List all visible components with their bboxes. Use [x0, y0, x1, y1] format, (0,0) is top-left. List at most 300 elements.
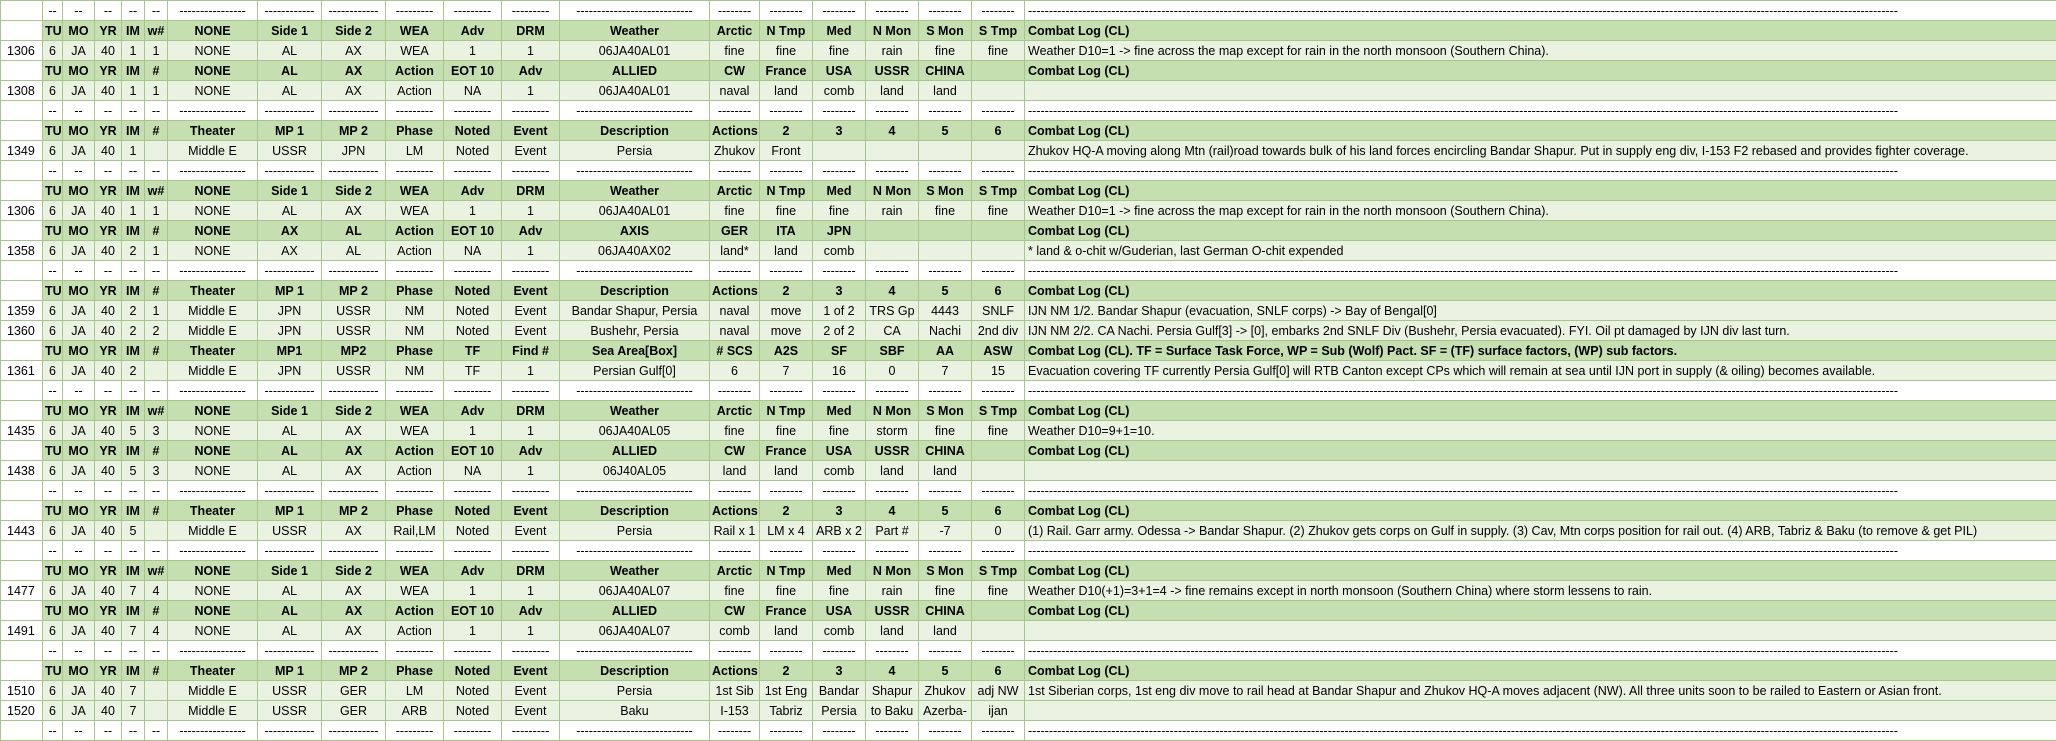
table-cell[interactable]: Actions [710, 281, 760, 301]
table-cell[interactable]: # SCS [710, 341, 760, 361]
table-cell[interactable]: YR [95, 21, 122, 41]
table-cell[interactable]: Theater [168, 661, 258, 681]
table-cell[interactable]: Adv [444, 181, 502, 201]
table-cell[interactable]: land [760, 81, 813, 101]
table-cell[interactable]: 40 [95, 321, 122, 341]
table-cell[interactable]: ---------------------------- [560, 1, 710, 21]
row-number-cell[interactable]: 1349 [1, 141, 43, 161]
table-cell[interactable]: ---------------------------- [560, 261, 710, 281]
table-cell[interactable]: GER [322, 701, 386, 721]
table-cell[interactable]: MP 2 [322, 281, 386, 301]
table-cell[interactable]: TRS Gp [866, 301, 919, 321]
table-cell[interactable]: JA [63, 321, 95, 341]
row-number-cell[interactable] [1, 541, 43, 561]
table-cell[interactable]: w# [145, 21, 168, 41]
table-cell[interactable]: 2 [122, 361, 145, 381]
table-cell[interactable]: move [760, 321, 813, 341]
table-cell[interactable]: -------- [972, 161, 1025, 181]
table-cell[interactable]: 06JA40AL07 [560, 581, 710, 601]
table-cell[interactable]: 6 [43, 141, 63, 161]
row-number-cell[interactable] [1, 561, 43, 581]
table-cell[interactable]: land [760, 621, 813, 641]
table-cell[interactable]: 40 [95, 681, 122, 701]
table-cell[interactable]: 1 [502, 241, 560, 261]
row-number-cell[interactable] [1, 261, 43, 281]
table-cell[interactable]: Med [813, 561, 866, 581]
table-cell[interactable]: ------------ [258, 261, 322, 281]
table-cell[interactable]: ---------------- [168, 101, 258, 121]
combat-log-cell[interactable]: ----------------------------------------------------------------------------------------------------------------------------------------------------------------------------------------------------------------- [1025, 161, 2056, 181]
table-cell[interactable]: -------- [760, 1, 813, 21]
combat-log-cell[interactable] [1025, 81, 2056, 101]
table-cell[interactable]: ------------ [258, 721, 322, 741]
table-cell[interactable]: IM [122, 401, 145, 421]
table-cell[interactable]: MP2 [322, 341, 386, 361]
table-cell[interactable]: 06J40AL05 [560, 461, 710, 481]
table-cell[interactable]: Noted [444, 701, 502, 721]
table-cell[interactable]: Phase [386, 341, 444, 361]
row-number-cell[interactable] [1, 441, 43, 461]
table-cell[interactable]: 2 [122, 301, 145, 321]
table-cell[interactable]: -------- [972, 641, 1025, 661]
row-number-cell[interactable] [1, 661, 43, 681]
table-cell[interactable]: 5 [919, 661, 972, 681]
table-cell[interactable]: 40 [95, 241, 122, 261]
table-cell[interactable] [972, 601, 1025, 621]
table-cell[interactable]: 1 [502, 421, 560, 441]
table-cell[interactable]: ---------------------------- [560, 721, 710, 741]
table-cell[interactable]: TF [444, 341, 502, 361]
table-cell[interactable]: -------- [972, 721, 1025, 741]
table-cell[interactable]: USA [813, 441, 866, 461]
table-cell[interactable]: YR [95, 61, 122, 81]
table-cell[interactable]: Middle E [168, 361, 258, 381]
row-number-cell[interactable] [1, 601, 43, 621]
table-cell[interactable]: Shapur [866, 681, 919, 701]
table-cell[interactable]: -------- [760, 381, 813, 401]
table-cell[interactable]: storm [866, 421, 919, 441]
combat-log-cell[interactable] [1025, 621, 2056, 641]
table-cell[interactable]: --------- [386, 101, 444, 121]
table-cell[interactable]: Persia [560, 521, 710, 541]
table-cell[interactable]: 3 [813, 501, 866, 521]
table-cell[interactable]: 7 [122, 581, 145, 601]
row-number-cell[interactable]: 1520 [1, 701, 43, 721]
table-cell[interactable]: 6 [43, 41, 63, 61]
table-cell[interactable]: France [760, 61, 813, 81]
table-cell[interactable]: Adv [444, 21, 502, 41]
table-cell[interactable]: NONE [168, 81, 258, 101]
table-cell[interactable]: rain [866, 581, 919, 601]
table-cell[interactable]: # [145, 341, 168, 361]
table-cell[interactable]: 1 [444, 201, 502, 221]
table-cell[interactable]: -- [95, 101, 122, 121]
table-cell[interactable]: NONE [168, 421, 258, 441]
table-cell[interactable]: -------- [866, 721, 919, 741]
table-cell[interactable]: Arctic [710, 561, 760, 581]
table-cell[interactable]: ------------ [258, 381, 322, 401]
table-cell[interactable]: Theater [168, 341, 258, 361]
table-cell[interactable]: -------- [710, 261, 760, 281]
table-cell[interactable]: TU [43, 501, 63, 521]
table-cell[interactable]: Event [502, 141, 560, 161]
table-cell[interactable]: -------- [972, 381, 1025, 401]
table-cell[interactable]: -------- [710, 161, 760, 181]
table-cell[interactable]: JPN [258, 321, 322, 341]
table-cell[interactable]: 3 [145, 421, 168, 441]
table-cell[interactable]: AL [258, 81, 322, 101]
table-cell[interactable]: ---------------- [168, 1, 258, 21]
table-cell[interactable]: Nachi [919, 321, 972, 341]
combat-log-cell[interactable]: Combat Log (CL) [1025, 181, 2056, 201]
table-cell[interactable]: -------- [919, 641, 972, 661]
table-cell[interactable]: NM [386, 321, 444, 341]
table-cell[interactable]: 6 [972, 661, 1025, 681]
table-cell[interactable]: --------- [444, 721, 502, 741]
table-cell[interactable]: Event [502, 661, 560, 681]
table-cell[interactable]: 1 [122, 81, 145, 101]
table-cell[interactable]: -------- [919, 541, 972, 561]
table-cell[interactable]: -- [43, 481, 63, 501]
table-cell[interactable]: Actions [710, 661, 760, 681]
table-cell[interactable]: Arctic [710, 21, 760, 41]
combat-log-cell[interactable]: Combat Log (CL) [1025, 121, 2056, 141]
table-cell[interactable]: ---------------- [168, 721, 258, 741]
table-cell[interactable]: AX [322, 421, 386, 441]
table-cell[interactable]: YR [95, 281, 122, 301]
table-cell[interactable]: AL [258, 201, 322, 221]
table-cell[interactable]: Action [386, 81, 444, 101]
table-cell[interactable]: ------------ [322, 641, 386, 661]
table-cell[interactable]: 2 [122, 241, 145, 261]
combat-log-cell[interactable]: (1) Rail. Garr army. Odessa -> Bandar Shapur. (2) Zhukov gets corps on Gulf in supply. (3) Cav, Mtn corps position for rail out. (4) ARB, Tabriz & Baku (to remove & get PIL) [1025, 521, 2056, 541]
table-cell[interactable]: IM [122, 281, 145, 301]
table-cell[interactable]: NONE [168, 61, 258, 81]
table-cell[interactable]: Action [386, 241, 444, 261]
row-number-cell[interactable] [1, 401, 43, 421]
row-number-cell[interactable]: 1438 [1, 461, 43, 481]
table-cell[interactable]: ------------ [322, 541, 386, 561]
table-cell[interactable]: Theater [168, 501, 258, 521]
table-cell[interactable]: NA [444, 461, 502, 481]
table-cell[interactable]: ------------ [322, 721, 386, 741]
table-cell[interactable]: AL [258, 621, 322, 641]
table-cell[interactable]: N Mon [866, 21, 919, 41]
table-cell[interactable]: NONE [168, 201, 258, 221]
table-cell[interactable]: -------- [866, 161, 919, 181]
table-cell[interactable]: # [145, 661, 168, 681]
table-cell[interactable]: --------- [444, 641, 502, 661]
table-cell[interactable]: fine [972, 41, 1025, 61]
table-cell[interactable]: Noted [444, 681, 502, 701]
table-cell[interactable] [145, 141, 168, 161]
table-cell[interactable]: WEA [386, 421, 444, 441]
row-number-cell[interactable] [1, 161, 43, 181]
row-number-cell[interactable] [1, 281, 43, 301]
table-cell[interactable]: LM [386, 681, 444, 701]
table-cell[interactable]: fine [813, 421, 866, 441]
table-cell[interactable]: w# [145, 401, 168, 421]
table-cell[interactable]: -------- [813, 161, 866, 181]
table-cell[interactable]: Middle E [168, 701, 258, 721]
table-cell[interactable]: Side 2 [322, 21, 386, 41]
table-cell[interactable]: land [760, 461, 813, 481]
table-cell[interactable]: 2 [760, 661, 813, 681]
table-cell[interactable]: --------- [502, 721, 560, 741]
table-cell[interactable]: fine [710, 581, 760, 601]
combat-log-cell[interactable] [1025, 701, 2056, 721]
table-cell[interactable]: 6 [972, 281, 1025, 301]
table-cell[interactable]: AX [322, 41, 386, 61]
table-cell[interactable]: IM [122, 221, 145, 241]
table-cell[interactable]: IM [122, 601, 145, 621]
table-cell[interactable]: fine [813, 201, 866, 221]
combat-log-cell[interactable]: Evacuation covering TF currently Persia Gulf[0] will RTB Canton except CPs which will remain at sea until IJN port in supply (& oiling) becomes available. [1025, 361, 2056, 381]
table-cell[interactable]: fine [760, 581, 813, 601]
table-cell[interactable]: Noted [444, 321, 502, 341]
table-cell[interactable]: 2 [145, 321, 168, 341]
table-cell[interactable]: Action [386, 221, 444, 241]
table-cell[interactable]: 16 [813, 361, 866, 381]
table-cell[interactable]: MP1 [258, 341, 322, 361]
table-cell[interactable]: 7 [122, 701, 145, 721]
table-cell[interactable]: Weather [560, 401, 710, 421]
table-cell[interactable]: Sea Area[Box] [560, 341, 710, 361]
table-cell[interactable]: comb [710, 621, 760, 641]
table-cell[interactable]: France [760, 601, 813, 621]
table-cell[interactable]: SF [813, 341, 866, 361]
table-cell[interactable]: USSR [258, 701, 322, 721]
table-cell[interactable]: ---------------- [168, 261, 258, 281]
table-cell[interactable]: -- [63, 541, 95, 561]
table-cell[interactable]: Phase [386, 501, 444, 521]
table-cell[interactable]: Bandar Shapur, Persia [560, 301, 710, 321]
table-cell[interactable]: USSR [866, 441, 919, 461]
table-cell[interactable]: CA [866, 321, 919, 341]
table-cell[interactable]: USSR [258, 141, 322, 161]
table-cell[interactable]: 6 [43, 301, 63, 321]
table-cell[interactable]: 2 [760, 281, 813, 301]
table-cell[interactable] [972, 141, 1025, 161]
table-cell[interactable]: YR [95, 341, 122, 361]
table-cell[interactable]: -------- [866, 261, 919, 281]
table-cell[interactable]: Action [386, 461, 444, 481]
table-cell[interactable]: -- [43, 721, 63, 741]
table-cell[interactable]: 15 [972, 361, 1025, 381]
table-cell[interactable]: EOT 10 [444, 221, 502, 241]
table-cell[interactable]: USSR [322, 321, 386, 341]
table-cell[interactable]: 0 [972, 521, 1025, 541]
table-cell[interactable]: ------------ [322, 481, 386, 501]
table-cell[interactable]: MO [63, 221, 95, 241]
table-cell[interactable]: S Mon [919, 181, 972, 201]
table-cell[interactable]: CHINA [919, 61, 972, 81]
table-cell[interactable]: AL [258, 441, 322, 461]
combat-log-cell[interactable]: Combat Log (CL). TF = Surface Task Force, WP = Sub (Wolf) Pact. SF = (TF) surface factors, (WP) sub factors. [1025, 341, 2056, 361]
table-cell[interactable]: 4 [145, 581, 168, 601]
table-cell[interactable]: JA [63, 581, 95, 601]
table-cell[interactable]: -- [145, 1, 168, 21]
row-number-cell[interactable] [1, 1, 43, 21]
table-cell[interactable]: S Tmp [972, 401, 1025, 421]
table-cell[interactable]: 3 [145, 461, 168, 481]
table-cell[interactable]: ARB x 2 [813, 521, 866, 541]
table-cell[interactable]: 1 [145, 201, 168, 221]
table-cell[interactable]: -------- [813, 541, 866, 561]
table-cell[interactable]: -------- [760, 721, 813, 741]
table-cell[interactable]: YR [95, 601, 122, 621]
table-cell[interactable]: -- [43, 261, 63, 281]
table-cell[interactable]: NONE [168, 621, 258, 641]
table-cell[interactable]: Persia [560, 141, 710, 161]
table-cell[interactable]: Description [560, 661, 710, 681]
table-cell[interactable]: USSR [866, 601, 919, 621]
table-cell[interactable]: 5 [122, 521, 145, 541]
table-cell[interactable]: 40 [95, 461, 122, 481]
table-cell[interactable]: France [760, 441, 813, 461]
table-cell[interactable]: IM [122, 21, 145, 41]
combat-log-cell[interactable]: Combat Log (CL) [1025, 21, 2056, 41]
table-cell[interactable]: JPN [322, 141, 386, 161]
table-cell[interactable]: CHINA [919, 441, 972, 461]
table-cell[interactable]: TU [43, 121, 63, 141]
table-cell[interactable]: w# [145, 561, 168, 581]
table-cell[interactable]: # [145, 501, 168, 521]
table-cell[interactable]: --------- [502, 1, 560, 21]
table-cell[interactable]: AL [258, 61, 322, 81]
table-cell[interactable]: JA [63, 421, 95, 441]
row-number-cell[interactable] [1, 21, 43, 41]
table-cell[interactable]: -------- [972, 261, 1025, 281]
table-cell[interactable]: Middle E [168, 521, 258, 541]
table-cell[interactable]: -- [122, 481, 145, 501]
table-cell[interactable]: Med [813, 21, 866, 41]
table-cell[interactable]: NONE [168, 41, 258, 61]
table-cell[interactable]: Arctic [710, 181, 760, 201]
table-cell[interactable]: Med [813, 181, 866, 201]
row-number-cell[interactable] [1, 481, 43, 501]
table-cell[interactable] [972, 61, 1025, 81]
table-cell[interactable] [919, 141, 972, 161]
table-cell[interactable]: land [710, 461, 760, 481]
table-cell[interactable]: Actions [710, 501, 760, 521]
table-cell[interactable]: land* [710, 241, 760, 261]
table-cell[interactable]: -- [43, 641, 63, 661]
table-cell[interactable]: WEA [386, 401, 444, 421]
table-cell[interactable]: 3 [813, 661, 866, 681]
table-cell[interactable]: USSR [258, 681, 322, 701]
table-cell[interactable]: EOT 10 [444, 601, 502, 621]
table-cell[interactable]: Front [760, 141, 813, 161]
table-cell[interactable]: fine [813, 41, 866, 61]
table-cell[interactable] [145, 701, 168, 721]
table-cell[interactable]: AX [322, 621, 386, 641]
table-cell[interactable]: Persian Gulf[0] [560, 361, 710, 381]
table-cell[interactable]: Noted [444, 141, 502, 161]
table-cell[interactable]: 5 [122, 461, 145, 481]
table-cell[interactable]: Event [502, 521, 560, 541]
table-cell[interactable]: ------------ [258, 161, 322, 181]
table-cell[interactable]: --------- [386, 1, 444, 21]
table-cell[interactable]: ARB [386, 701, 444, 721]
table-cell[interactable]: -------- [919, 721, 972, 741]
table-cell[interactable]: -- [63, 481, 95, 501]
table-cell[interactable]: -- [145, 161, 168, 181]
table-cell[interactable]: Adv [444, 401, 502, 421]
table-cell[interactable]: fine [972, 421, 1025, 441]
table-cell[interactable]: adj NW [972, 681, 1025, 701]
table-cell[interactable]: EOT 10 [444, 61, 502, 81]
table-cell[interactable]: DRM [502, 561, 560, 581]
table-cell[interactable]: -- [63, 641, 95, 661]
row-number-cell[interactable]: 1435 [1, 421, 43, 441]
table-cell[interactable]: YR [95, 661, 122, 681]
table-cell[interactable]: -- [63, 101, 95, 121]
table-cell[interactable]: YR [95, 561, 122, 581]
table-cell[interactable]: 6 [43, 581, 63, 601]
combat-log-cell[interactable]: Combat Log (CL) [1025, 661, 2056, 681]
table-cell[interactable]: S Tmp [972, 21, 1025, 41]
table-cell[interactable]: TF [444, 361, 502, 381]
table-cell[interactable]: Middle E [168, 681, 258, 701]
table-cell[interactable]: land [760, 241, 813, 261]
table-cell[interactable]: -- [63, 261, 95, 281]
table-cell[interactable]: -------- [760, 641, 813, 661]
table-cell[interactable]: MO [63, 601, 95, 621]
table-cell[interactable]: MP 1 [258, 661, 322, 681]
table-cell[interactable] [145, 681, 168, 701]
table-cell[interactable]: Noted [444, 281, 502, 301]
table-cell[interactable]: Side 1 [258, 21, 322, 41]
table-cell[interactable]: AA [919, 341, 972, 361]
combat-log-cell[interactable]: Combat Log (CL) [1025, 441, 2056, 461]
combat-log-cell[interactable]: ----------------------------------------------------------------------------------------------------------------------------------------------------------------------------------------------------------------- [1025, 481, 2056, 501]
table-cell[interactable]: ------------ [258, 481, 322, 501]
table-cell[interactable]: 2 [122, 321, 145, 341]
table-cell[interactable]: 4 [145, 621, 168, 641]
table-cell[interactable]: rain [866, 201, 919, 221]
table-cell[interactable]: 40 [95, 41, 122, 61]
table-cell[interactable]: fine [919, 581, 972, 601]
row-number-cell[interactable] [1, 181, 43, 201]
table-cell[interactable]: ALLIED [560, 441, 710, 461]
table-cell[interactable]: IM [122, 501, 145, 521]
table-cell[interactable]: YR [95, 121, 122, 141]
table-cell[interactable]: --------- [502, 161, 560, 181]
row-number-cell[interactable]: 1443 [1, 521, 43, 541]
table-cell[interactable]: TU [43, 441, 63, 461]
table-cell[interactable]: naval [710, 301, 760, 321]
table-cell[interactable]: TU [43, 61, 63, 81]
table-cell[interactable]: -- [122, 161, 145, 181]
table-cell[interactable]: TU [43, 401, 63, 421]
table-cell[interactable]: 1 [502, 41, 560, 61]
table-cell[interactable]: --------- [444, 101, 502, 121]
table-cell[interactable]: -7 [919, 521, 972, 541]
table-cell[interactable]: 6 [43, 701, 63, 721]
table-cell[interactable]: ---------------- [168, 541, 258, 561]
table-cell[interactable]: 6 [972, 121, 1025, 141]
table-cell[interactable]: N Mon [866, 561, 919, 581]
table-cell[interactable]: -- [122, 541, 145, 561]
table-cell[interactable]: Description [560, 281, 710, 301]
table-cell[interactable]: YR [95, 501, 122, 521]
table-cell[interactable]: ITA [760, 221, 813, 241]
table-cell[interactable]: fine [813, 581, 866, 601]
table-cell[interactable]: 3 [813, 121, 866, 141]
table-cell[interactable]: NONE [168, 221, 258, 241]
table-cell[interactable]: Side 2 [322, 401, 386, 421]
